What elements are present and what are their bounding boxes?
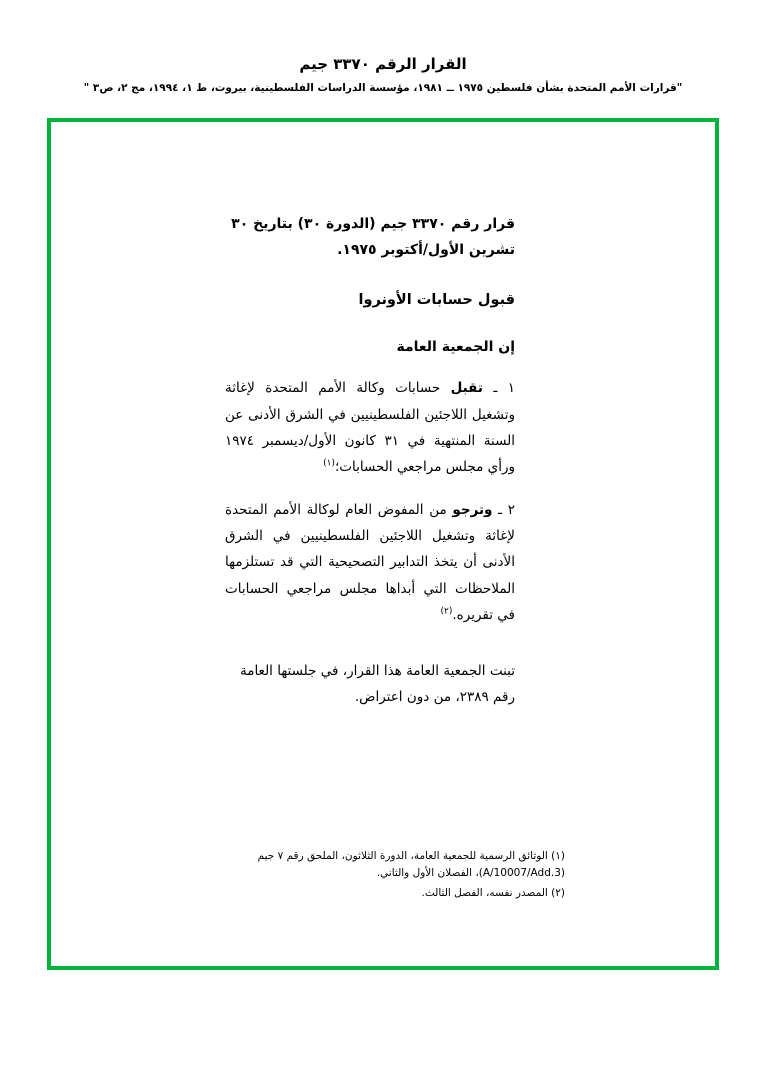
page-title: القرار الرقم ٣٣٧٠ جيم (299, 55, 467, 73)
footnotes-section (185, 848, 565, 904)
paragraph-2-number: ٢ ـ (492, 501, 515, 518)
paragraph-1-footnote-marker: (١) (323, 458, 335, 469)
page-header (0, 0, 766, 96)
resolution-subject: قبول حسابات الأونروا (358, 291, 515, 308)
resolution-organ: إن الجمعية العامة (396, 339, 515, 356)
paragraph-2-lead: وترجو (452, 501, 493, 518)
source-citation: "قرارات الأمم المتحدة بشأن فلسطين ١٩٧٥ ــ ١٩٨١، مؤسسة الدراسات الفلسطينية، بيروت، ط ١، ١٩٩٤، مج ٢، ص٣ " (83, 82, 683, 94)
paragraph-2-footnote-marker: (٢) (440, 606, 453, 617)
resolution-heading: قرار رقم ٣٣٧٠ جيم (الدورة ٣٠) بتاريخ ٣٠ تشرين الأول/أكتوبر ١٩٧٥. (231, 216, 515, 258)
paragraph-2 (225, 497, 515, 629)
paragraph-1-number: ١ ـ (482, 380, 515, 397)
footnote-2: (٢) المصدر نفسه، الفصل الثالث. (421, 886, 565, 899)
paragraph-2-text: من المفوض العام لوكالة الأمم المتحدة لإغاثة وتشغيل اللاجئين الفلسطينيين في الشرق الأدنى أن يتخذ التدابير التصحيحية التي قد تستلزمها الملاحظات التي أبداها مجلس مراجعي الحسابات في تقريره. (225, 501, 515, 623)
green-border-frame (47, 118, 719, 970)
paragraph-1-lead: تقبل (450, 380, 483, 397)
resolution-body (225, 212, 515, 711)
paragraph-1 (225, 375, 515, 480)
paragraph-1-text: حسابات وكالة الأمم المتحدة لإغاثة وتشغيل اللاجئين الفلسطينيين في الشرق الأدنى عن السنة المنتهية في ٣١ كانون الأول/ديسمبر ١٩٧٤ ورأي مجلس مراجعي الحسابات؛ (225, 380, 515, 476)
adoption-note: تبنت الجمعية العامة هذا القرار، في جلستها العامة رقم ٢٣٨٩، من دون اعتراض. (239, 663, 515, 706)
footnote-1: (١) الوثائق الرسمية للجمعية العامة، الدورة الثلاثون، الملحق رقم ٧ جيم (A/10007/Add.3)، الفصلان الأول والثاني. (257, 850, 565, 880)
